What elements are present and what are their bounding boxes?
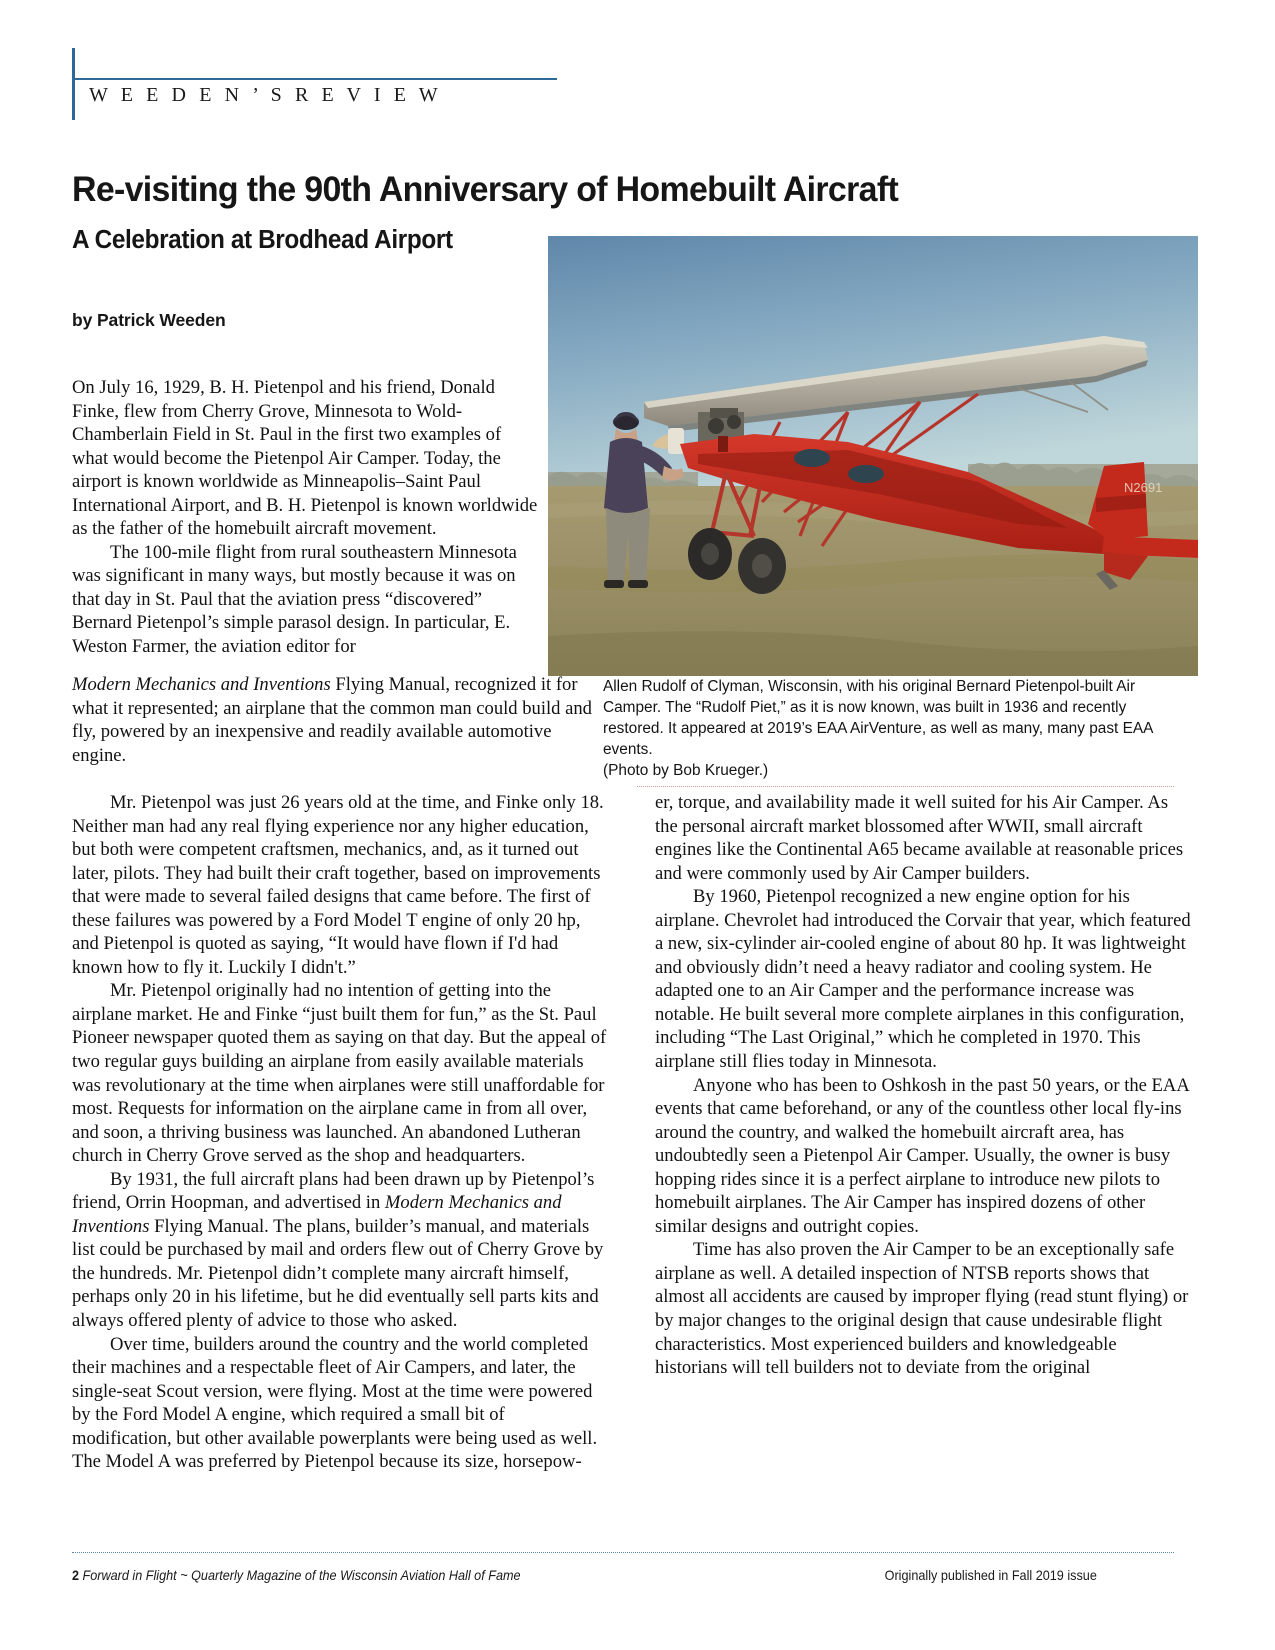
- magazine-title-italic: Modern Mechanics and Inventions: [72, 674, 331, 695]
- publication-note: Originally published in Fall 2019 issue: [884, 1568, 1097, 1583]
- paragraph: Over time, builders around the country and the world completed their machines and a respectable fleet of Air Campers, and later, the single-seat Scout version, were flying. Most at the time were powered by the Ford Model A engine, which required a small bit of modification, but other available powerplants were being used as well. The Model A was preferred by Pietenpol because its size, horsepow-: [72, 1333, 598, 1473]
- page-subtitle: A Celebration at Brodhead Airport: [72, 226, 453, 254]
- photo-credit: (Photo by Bob Krueger.): [603, 762, 769, 780]
- paragraph-post: Flying Manual. The plans, builder’s manual, and materials list could be purchased by mail and orders flew out of Cherry Grove by the hundreds. Mr. Pietenpol didn’t complete many aircraft himself, perhaps only 20 in his lifetime, but he did eventually sell parts kits and always offered plenty of advice to those who asked.: [72, 1215, 604, 1332]
- body-wide-paragraph: [72, 673, 599, 767]
- running-head-label: W E E D E N ’ S R E V I E W: [89, 84, 442, 106]
- paragraph: er, torque, and availability made it well suited for his Air Camper. As the personal aircraft market blossomed after WWII, small aircraft engines like the Continental A65 became available at reasonable prices and were commonly used by Air Camper builders.: [655, 792, 1184, 884]
- running-head: [72, 48, 557, 120]
- tail-number: N2691: [1124, 480, 1163, 495]
- footer-left: [72, 1568, 521, 1583]
- running-head-vertical-rule: [72, 48, 75, 120]
- page-title: Re-visiting the 90th Anniversary of Homebuilt Aircraft: [72, 169, 899, 209]
- body-column-right: [655, 791, 1192, 1380]
- photo-illustration: [548, 236, 1198, 676]
- paragraph: By 1960, Pietenpol recognized a new engine option for his airplane. Chevrolet had introduced the Corvair that year, which featured a new, six-cylinder air-cooled engine of about 80 hp. It was lightweight and obviously didn’t need a heavy radiator and cooling system. He adapted one to an Air Camper and the performance increase was notable. He built several more complete airplanes in this configuration, including “The Last Original,” which he completed in 1970. This airplane still flies today in Minnesota.: [655, 886, 1191, 1073]
- caption-text: Allen Rudolf of Clyman, Wisconsin, with his original Bernard Pietenpol-built Air Camper. The “Rudolf Piet,” as it is now known, was built in 1936 and recently restored. It appeared at 2019’s EAA AirVenture, as well as many, many past EAA events.: [603, 678, 1153, 759]
- magazine-title-italic: Modern Mechanics and Inventions: [72, 1192, 562, 1237]
- photo-caption: [603, 676, 1163, 781]
- paragraph: Mr. Pietenpol was just 26 years old at the time, and Finke only 18. Neither man had any real flying experience nor any higher education, but both were competent craftsmen, mechanics, and, as it turned out later, pilots. They had built their craft together, based on improvements that were made to several failed designs that came before. The first of these failures was powered by a Ford Model T engine of only 20 hp, and Pietenpol is quoted as saying, “It would have flown if I'd had known how to fly it. Luckily I didn't.”: [72, 792, 604, 978]
- paragraph: [72, 673, 599, 767]
- caption-divider: [637, 786, 1174, 787]
- paragraph-pre: By 1931, the full aircraft plans had been drawn up by Pietenpol’s friend, Orrin Hoopman, and advertised in: [72, 1168, 595, 1214]
- paragraph: Time has also proven the Air Camper to be an exceptionally safe airplane as well. A detailed inspection of NTSB reports shows that almost all accidents are caused by improper flying (read stunt flying) or by major changes to the original design that cause undesirable flight characteristics. Most experienced builders and knowledgeable historians will tell builders not to deviate from the original: [655, 1239, 1189, 1379]
- paragraph-rest: Flying Manual, recognized it for what it represented; an airplane that the common man could build and fly, powered by an inexpensive and readily available automotive engine.: [72, 674, 592, 766]
- page-footer: [72, 1568, 1097, 1583]
- body-column-left: [72, 791, 609, 1474]
- running-head-horizontal-rule: [72, 78, 557, 80]
- paragraph: On July 16, 1929, B. H. Pietenpol and his friend, Donald Finke, flew from Cherry Grove, Minnesota to Wold-Chamberlain Field in St. Paul in the first two examples of what would become the Pietenpol Air Camper. Today, the airport is known worldwide as Minneapolis–Saint Paul International Airport, and B. H. Pietenpol is known worldwide as the father of the homebuilt aircraft movement.: [72, 377, 538, 540]
- footer-divider: [72, 1552, 1174, 1553]
- paragraph: [72, 1168, 609, 1333]
- magazine-name: Forward in Flight ~ Quarterly Magazine of the Wisconsin Aviation Hall of Fame: [82, 1568, 521, 1583]
- body-top: [72, 376, 538, 659]
- article-photo: [548, 236, 1198, 676]
- byline: by Patrick Weeden: [72, 310, 226, 330]
- paragraph: Anyone who has been to Oshkosh in the past 50 years, or the EAA events that came beforehand, or any of the countless other local fly-ins around the country, and walked the homebuilt aircraft area, has undoubtedly seen a Pietenpol Air Camper. Usually, the owner is busy hopping rides since it is a perfect airplane to introduce new pilots to homebuilt airplanes. The Air Camper has inspired dozens of other similar designs and outright copies.: [655, 1074, 1189, 1237]
- paragraph: Mr. Pietenpol originally had no intention of getting into the airplane market. He and Finke “just built them for fun,” as the St. Paul Pioneer newspaper quoted them as saying on that day. But the appeal of two regular guys building an airplane from easily available materials was revolutionary at the time when airplanes were still unaffordable for most. Requests for information on the airplane came in from all over, and soon, a thriving business was launched. An abandoned Lutheran church in Cherry Grove served as the shop and headquarters.: [72, 980, 607, 1167]
- paragraph: The 100-mile flight from rural southeastern Minnesota was significant in many ways, but mostly because it was on that day in St. Paul that the aviation press “discovered” Bernard Pietenpol’s simple parasol design. In particular, E. Weston Farmer, the aviation editor for: [72, 541, 517, 658]
- page-number: 2: [72, 1568, 80, 1583]
